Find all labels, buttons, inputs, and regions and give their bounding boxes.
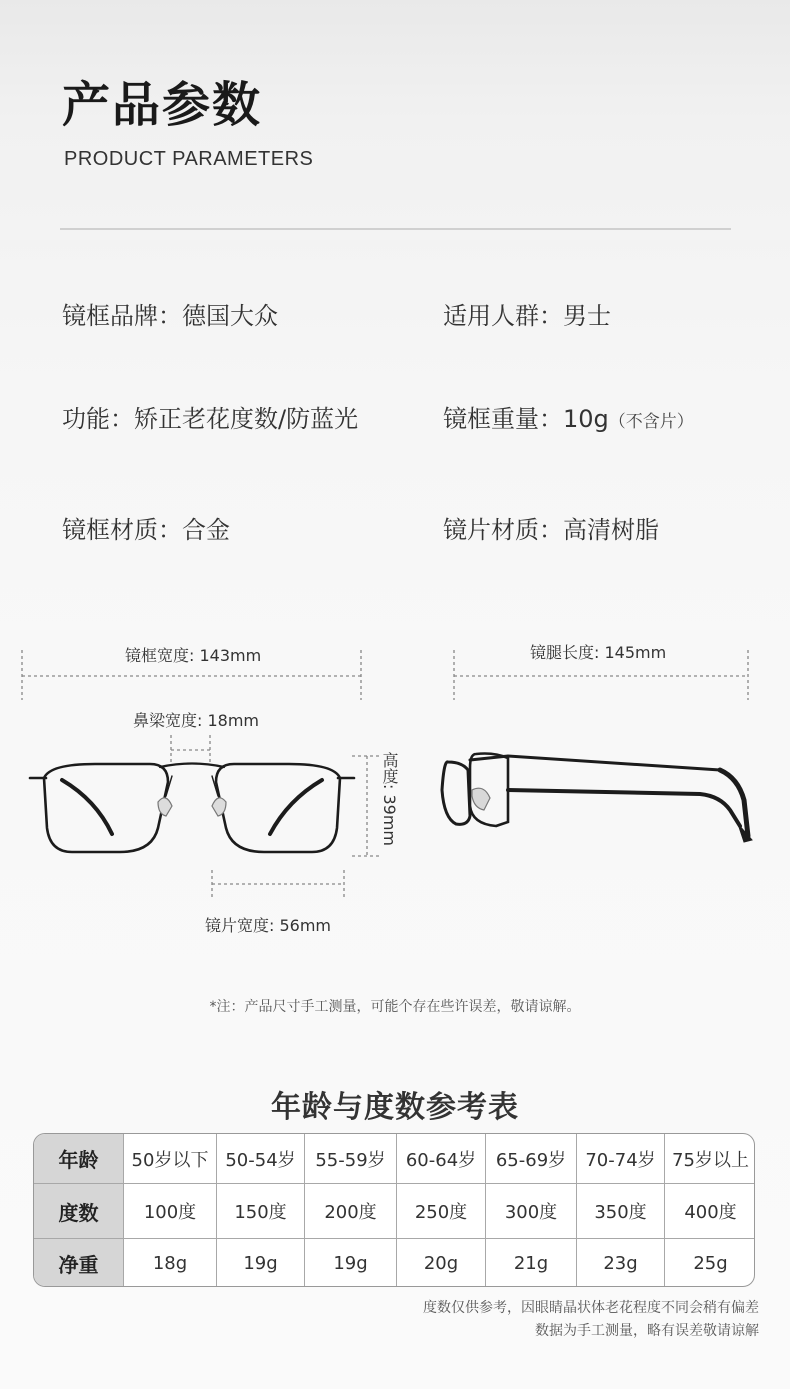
table-cell: 18g — [124, 1239, 217, 1287]
dim-lens-width: 镜片宽度: 56mm — [205, 916, 332, 935]
spec-function: 功能：矫正老花度数/防蓝光 — [62, 405, 359, 433]
table-cell: 60-64岁 — [397, 1134, 486, 1184]
table-cell: 200度 — [305, 1184, 397, 1239]
side-nose-pad — [472, 788, 490, 810]
table-cell: 20g — [397, 1239, 486, 1287]
measurement-note: *注：产品尺寸手工测量，可能个存在些许误差，敬请谅解。 — [209, 999, 581, 1015]
spec-lens-material: 镜片材质：高清树脂 — [443, 516, 659, 544]
table-cell: 65-69岁 — [486, 1134, 577, 1184]
table-cell: 300度 — [486, 1184, 577, 1239]
table-cell: 150度 — [217, 1184, 305, 1239]
glasses-side-view — [442, 754, 752, 843]
page-title: 产品参数 — [62, 77, 263, 133]
table-row-header-weight: 净重 — [34, 1239, 124, 1287]
spec-weight-value: 镜框重量：10g — [443, 405, 609, 433]
table-cell: 400度 — [665, 1184, 755, 1239]
table-cell: 19g — [305, 1239, 397, 1287]
table-cell: 23g — [577, 1239, 665, 1287]
right-temple-inner — [270, 780, 322, 834]
table-cell: 100度 — [124, 1184, 217, 1239]
table-cell: 50-54岁 — [217, 1134, 305, 1184]
spec-frame-material: 镜框材质：合金 — [62, 516, 230, 544]
table-cell: 50岁以下 — [124, 1134, 217, 1184]
dim-height: 高度: 39mm — [380, 752, 399, 847]
table-title: 年龄与度数参考表 — [271, 1090, 519, 1125]
table-cell: 350度 — [577, 1184, 665, 1239]
table-cell: 250度 — [397, 1184, 486, 1239]
left-temple-inner — [62, 780, 112, 834]
spec-audience: 适用人群：男士 — [443, 302, 611, 330]
table-cell: 75岁以上 — [665, 1134, 755, 1184]
spec-weight — [443, 399, 694, 434]
spec-weight-note: （不含片） — [608, 412, 694, 432]
table-cell: 55-59岁 — [305, 1134, 397, 1184]
page-subtitle: PRODUCT PARAMETERS — [64, 148, 314, 170]
bridge-bar — [160, 764, 224, 768]
table-row-header-age: 年龄 — [34, 1134, 124, 1184]
table-cell: 19g — [217, 1239, 305, 1287]
side-lens-rim-front — [442, 762, 470, 824]
table-cell: 25g — [693, 1253, 728, 1274]
left-lens-rim — [44, 764, 168, 852]
glasses-front-view — [30, 764, 354, 853]
dim-temple-length: 镜腿长度: 145mm — [530, 643, 667, 662]
dim-bridge-width: 鼻梁宽度: 18mm — [133, 711, 260, 730]
age-reference-table — [33, 1133, 755, 1287]
table-cell: 21g — [486, 1239, 577, 1287]
footnote-line-1: 度数仅供参考，因眼睛晶状体老花程度不同会稍有偏差 — [423, 1300, 759, 1316]
footnote — [423, 1297, 759, 1343]
footnote-line-2: 数据为手工测量，略有误差敬请谅解 — [535, 1323, 759, 1339]
table-row-header-degree: 度数 — [34, 1184, 124, 1239]
table-cell: 70-74岁 — [577, 1134, 665, 1184]
side-temple-lower — [508, 790, 740, 826]
dim-frame-width: 镜框宽度: 143mm — [125, 646, 262, 665]
right-lens-rim — [216, 764, 340, 852]
spec-brand: 镜框品牌：德国大众 — [62, 302, 278, 330]
header-divider — [60, 228, 731, 230]
